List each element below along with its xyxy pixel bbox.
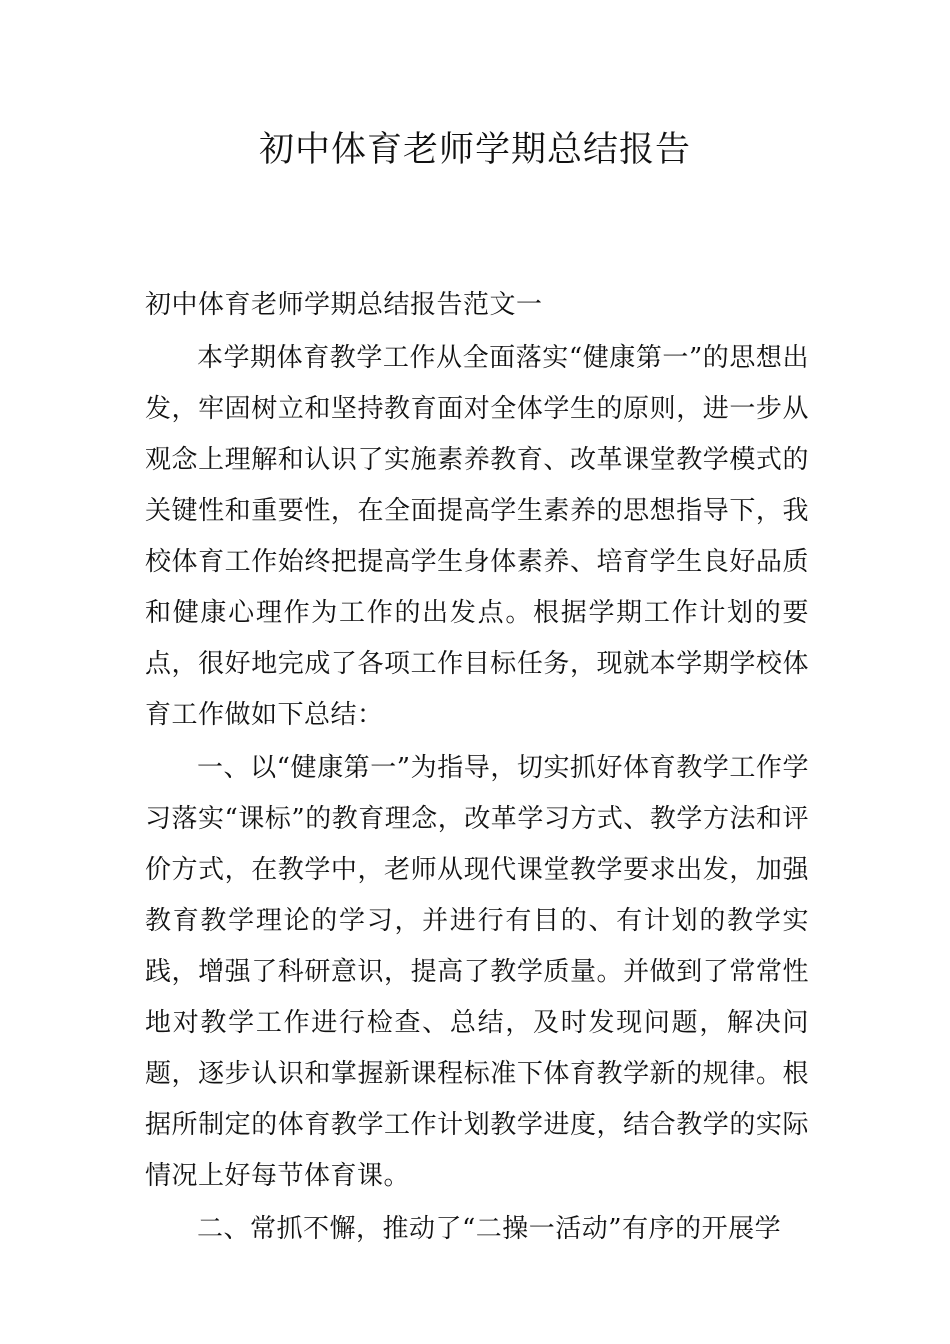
document-body bbox=[145, 280, 809, 1257]
document-subtitle: 初中体育老师学期总结报告范文一 bbox=[145, 290, 543, 320]
paragraph-section-2: 二、常抓不懈，推动了“二操一活动”有序的开展学 bbox=[197, 1214, 782, 1244]
document-title: 初中体育老师学期总结报告 bbox=[258, 130, 691, 170]
paragraph-section-1: 一、以“健康第一”为指导，切实抓好体育教学工作学习落实“课标”的教育理念，改革学习方式、教学方法和评价方式，在教学中，老师从现代课堂教学要求出发，加强教育教学理论的学习，并进行有目的、有计划的教学实践，增强了科研意识，提高了教学质量。并做到了常常性地对教学工作进行检查、总结，及时发现问题，解决问题，逐步认识和掌握新课程标准下体育教学新的规律。根据所制定的体育教学工作计划教学进度，结合教学的实际情况上好每节体育课。 bbox=[145, 753, 809, 1191]
paragraph-intro: 本学期体育教学工作从全面落实“健康第一”的思想出发，牢固树立和坚持教育面对全体学生的原则，进一步从观念上理解和认识了实施素养教育、改革课堂教学模式的关键性和重要性，在全面提高学生素养的思想指导下，我校体育工作始终把提高学生身体素养、培育学生良好品质和健康心理作为工作的出发点。根据学期工作计划的要点，很好地完成了各项工作目标任务，现就本学期学校体育工作做如下总结： bbox=[145, 343, 809, 730]
